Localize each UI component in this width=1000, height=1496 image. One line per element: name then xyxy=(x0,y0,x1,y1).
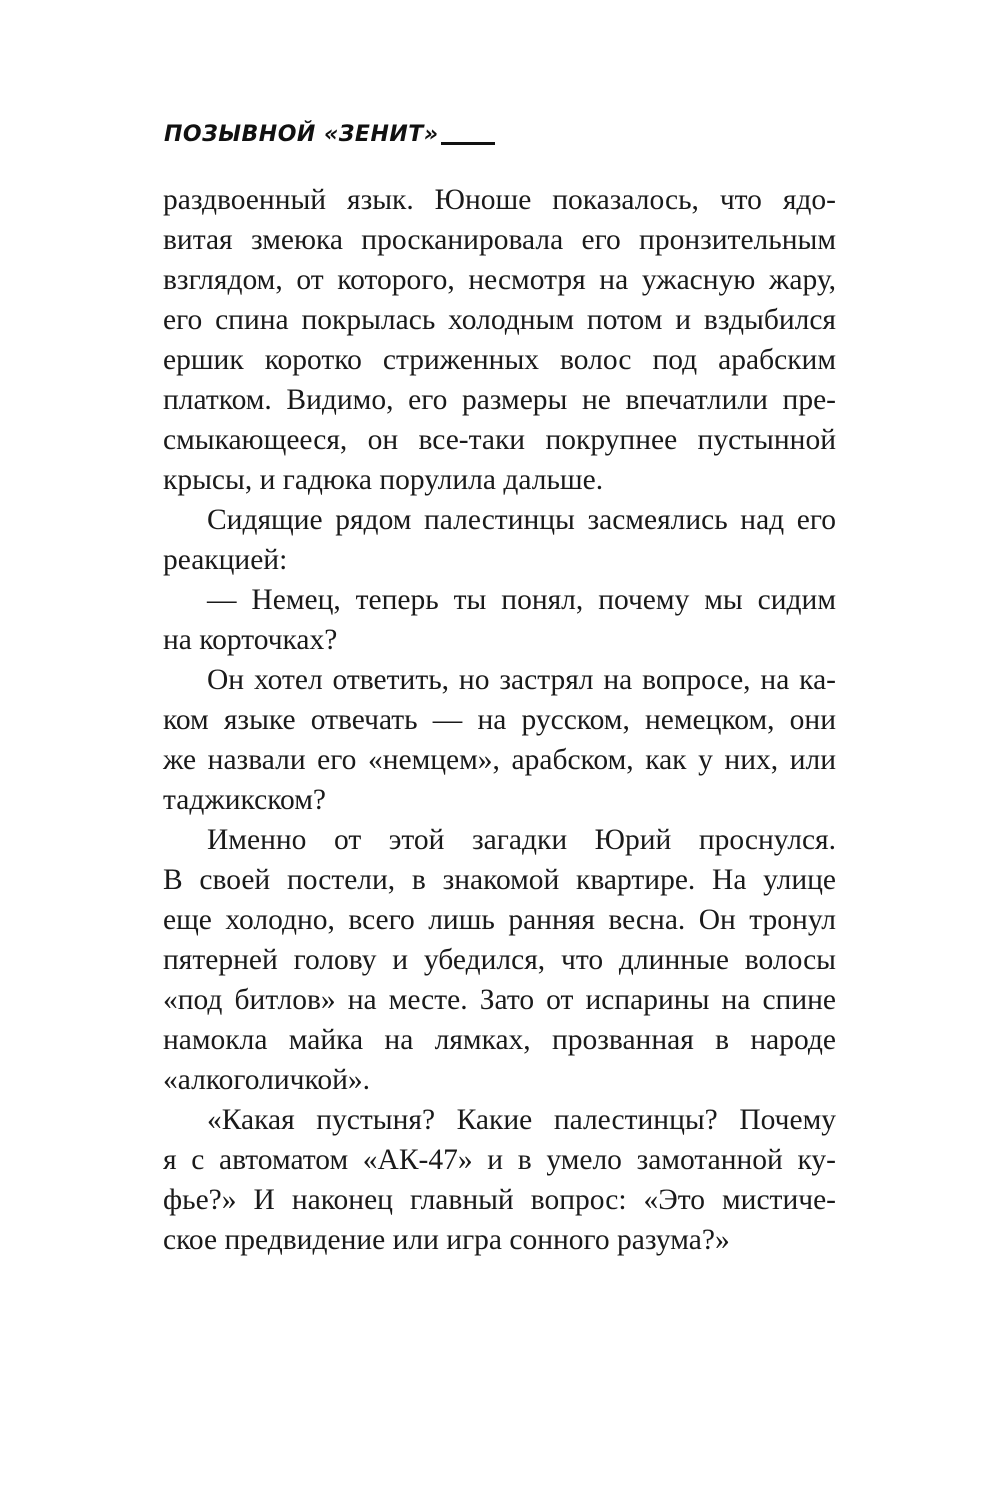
text-line: еще холодно, всего лишь ранняя весна. Он тронул xyxy=(163,904,836,936)
text-line: таджикском? xyxy=(163,784,326,816)
text-line: Он хотел ответить, но застрял на вопросе, на ка- xyxy=(207,664,836,696)
text-line: платком. Видимо, его размеры не впечатлили пре- xyxy=(163,384,836,416)
text-line: его спина покрылась холодным потом и вздыбился xyxy=(163,304,836,336)
text-line: я с автоматом «АК-47» и в умело замотанной ку- xyxy=(163,1144,836,1176)
text-line: раздвоенный язык. Юноше показалось, что ядо- xyxy=(163,184,836,216)
text-line: — Немец, теперь ты понял, почему мы сидим xyxy=(207,584,836,616)
body-text xyxy=(163,180,836,1260)
text-line: витая змеюка просканировала его пронзительным xyxy=(163,224,836,256)
text-line: «под битлов» на месте. Зато от испарины на спине xyxy=(163,984,836,1016)
text-line: «алкоголичкой». xyxy=(163,1064,370,1096)
text-line: ское предвидение или игра сонного разума?» xyxy=(163,1224,730,1256)
text-line: пятерней голову и убедился, что длинные волосы xyxy=(163,944,836,976)
text-line: фье?» И наконец главный вопрос: «Это мистиче- xyxy=(163,1184,836,1216)
text-line: «Какая пустыня? Какие палестинцы? Почему xyxy=(207,1104,836,1136)
text-line: реакцией: xyxy=(163,544,288,576)
text-line: крысы, и гадюка порулила дальше. xyxy=(163,464,604,496)
text-line: ком языке отвечать — на русском, немецком, они xyxy=(163,704,836,736)
text-line: же назвали его «немцем», арабском, как у них, или xyxy=(163,744,836,776)
text-line: Сидящие рядом палестинцы засмеялись над его xyxy=(207,504,836,536)
text-line: ершик коротко стриженных волос под арабским xyxy=(163,344,836,376)
text-line: на корточках? xyxy=(163,624,338,656)
text-line: намокла майка на лямках, прозванная в народе xyxy=(163,1024,836,1056)
text-line: Именно от этой загадки Юрий проснулся. xyxy=(207,824,836,856)
running-head-title: ПОЗЫВНОЙ «ЗЕНИТ» xyxy=(164,122,439,147)
text-line: смыкающееся, он все-таки покрупнее пустынной xyxy=(163,424,836,456)
text-line: взглядом, от которого, несмотря на ужасную жару, xyxy=(163,264,836,296)
text-line: В своей постели, в знакомой квартире. На улице xyxy=(163,864,836,896)
running-head xyxy=(164,112,495,146)
running-head-rule xyxy=(441,142,495,145)
